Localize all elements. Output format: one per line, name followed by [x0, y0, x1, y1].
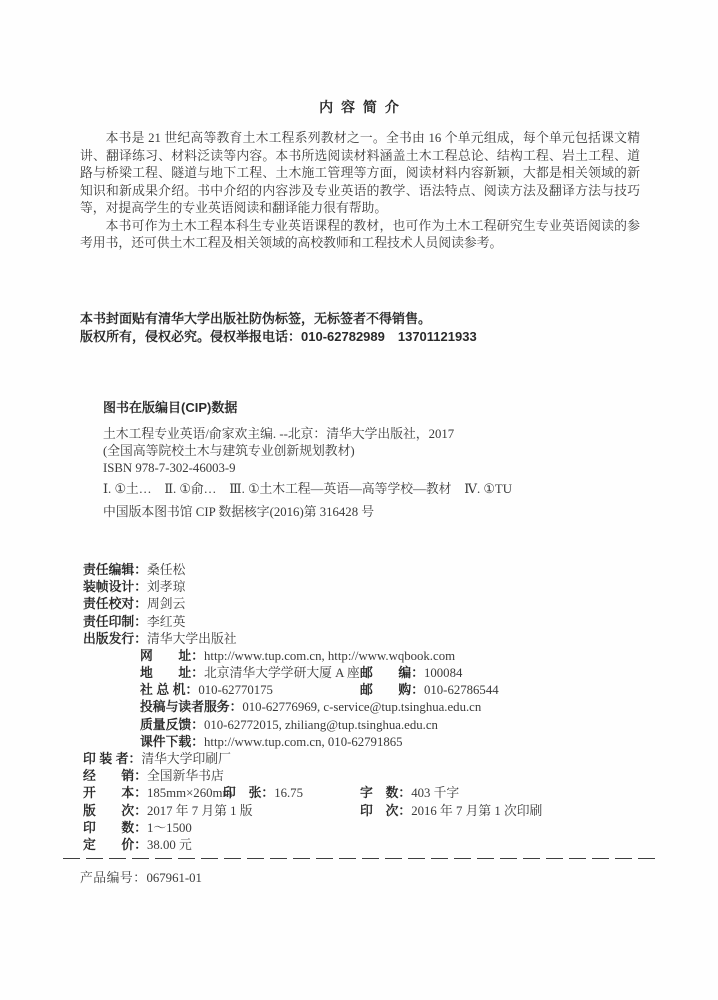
- colophon-value: 2016 年 7 月第 1 次印刷: [411, 803, 543, 818]
- colophon-label: 责任编辑：: [83, 561, 147, 577]
- colophon-value: 李红英: [146, 614, 186, 629]
- colophon-entry: [83, 786, 232, 800]
- colophon-value: 010-62786544: [423, 683, 499, 698]
- colophon-entry: [360, 681, 499, 699]
- colophon-value: 北京清华大学学研大厦 A 座: [203, 666, 360, 681]
- colophon-value: 185mm×260mm: [146, 786, 233, 801]
- colophon-row: [83, 630, 640, 647]
- colophon-label: 社 总 机：: [140, 682, 199, 698]
- cip-isbn: ISBN 978-7-302-46003-9: [103, 461, 236, 476]
- colophon-entry: [140, 666, 360, 680]
- colophon-entry: [83, 821, 192, 835]
- cip-classification: Ⅰ. ①土… Ⅱ. ①俞… Ⅲ. ①土木工程—英语—高等学校—教材 Ⅳ. ①TU: [103, 482, 512, 497]
- colophon-value: 010-62776969, c-service@tup.tsinghua.edu.cn: [242, 700, 482, 715]
- colophon-label: 地 址：: [140, 665, 204, 681]
- colophon-entry: [140, 735, 403, 749]
- colophon-row: [83, 664, 640, 681]
- colophon-label: 开 本：: [83, 785, 147, 801]
- colophon-row: [83, 698, 640, 715]
- colophon-label: 经 销：: [83, 768, 147, 784]
- colophon-row: [83, 716, 640, 733]
- colophon-entry: [83, 615, 185, 629]
- colophon-entry: [83, 769, 224, 783]
- colophon-label: 邮 购：: [360, 682, 424, 698]
- colophon-value: 周剑云: [146, 597, 186, 612]
- colophon-value: http://www.tup.com.cn, http://www.wqbook.com: [203, 648, 456, 663]
- colophon-value: 403 千字: [411, 786, 460, 801]
- colophon-entry: [140, 700, 481, 714]
- colophon-value: http://www.tup.com.cn, 010-62791865: [203, 734, 403, 749]
- colophon-value: 全国新华书店: [146, 769, 224, 784]
- colophon-row: [83, 836, 640, 853]
- colophon-value: 16.75: [274, 786, 303, 801]
- colophon-entry: [140, 649, 455, 663]
- anti-counterfeit-label-notice: 本书封面贴有清华大学出版社防伪标签，无标签者不得销售。: [80, 310, 432, 326]
- colophon-label: 定 价：: [83, 836, 147, 852]
- cip-title-line: 土木工程专业英语/俞家欢主编. --北京：清华大学出版社，2017: [103, 426, 455, 441]
- colophon-label: 印 装 者：: [83, 751, 142, 767]
- colophon-label: 字 数：: [360, 785, 412, 801]
- colophon-entry: [360, 802, 542, 820]
- cip-series-line: (全国高等院校土木与建筑专业创新规划教材): [103, 443, 355, 458]
- colophon-row: [83, 595, 640, 612]
- colophon-row: [83, 561, 640, 578]
- colophon-label: 印 数：: [83, 819, 147, 835]
- colophon-value: 010-62772015, zhiliang@tup.tsinghua.edu.cn: [203, 717, 438, 732]
- colophon-entry: [223, 784, 303, 802]
- colophon-entry: [360, 664, 462, 682]
- colophon-label: 印 张：: [223, 785, 275, 801]
- colophon-row: [83, 613, 640, 630]
- content-summary-paragraph-2: 本书可作为土木工程本科生专业英语课程的教材，也可作为土木工程研究生专业英语阅读的参考用书，还可供土木工程及相关领域的高校教师和工程技术人员阅读参考。: [80, 218, 640, 250]
- colophon-row: [83, 802, 640, 819]
- cip-data-section: [80, 397, 640, 521]
- colophon-row: [83, 681, 640, 698]
- cip-heading: 图书在版编目(CIP)数据: [103, 399, 238, 415]
- dashed-divider: [63, 858, 658, 860]
- content-summary-paragraph-1: 本书是 21 世纪高等教育土木工程系列教材之一。全书由 16 个单元组成，每个单元包括课文精讲、翻译练习、材料泛读等内容。本书所选阅读材料涵盖土木工程总论、结构工程、岩土工程、道路与桥梁工程、隧道与地下工程、土木施工管理等方面，阅读材料内容新颖，大都是相关领域的新知识和新成果介绍。书中介绍的内容涉及专业英语的教学、语法特点、阅读方法及翻译方法与技巧等，对提高学生的专业英语阅读和翻译能力很有帮助。: [80, 131, 640, 215]
- colophon-entry: [83, 838, 192, 852]
- colophon-label: 网 址：: [140, 647, 204, 663]
- content-summary-section: [80, 97, 640, 253]
- colophon-entry: [83, 563, 185, 577]
- colophon-entry: [83, 804, 253, 818]
- colophon-label: 投稿与读者服务：: [140, 699, 243, 715]
- colophon-value: 2017 年 7 月第 1 版: [146, 803, 253, 818]
- colophon-label: 质量反馈：: [140, 716, 204, 732]
- copyright-notice-section: [80, 310, 640, 347]
- product-number-value: 067961-01: [146, 871, 202, 886]
- colophon-row: [83, 767, 640, 784]
- colophon-label: 邮 编：: [360, 665, 424, 681]
- colophon-value: 清华大学印刷厂: [141, 752, 231, 767]
- colophon-row: [83, 647, 640, 664]
- colophon-label: 装帧设计：: [83, 579, 147, 595]
- colophon-row: [83, 784, 640, 801]
- colophon-entry: [140, 718, 438, 732]
- colophon-entry: [83, 752, 231, 766]
- product-number-label: 产品编号：: [80, 871, 147, 886]
- product-number-line: [80, 867, 640, 886]
- colophon-value: 38.00 元: [146, 837, 192, 852]
- publication-details-section: [83, 561, 640, 853]
- colophon-value: 桑任松: [146, 562, 186, 577]
- infringement-report-notice: 版权所有，侵权必究。侵权举报电话：010-62782989 13701121933: [80, 329, 477, 344]
- colophon-label: 责任校对：: [83, 596, 147, 612]
- colophon-value: 100084: [423, 666, 463, 681]
- colophon-label: 责任印制：: [83, 613, 147, 629]
- colophon-entry: [360, 784, 459, 802]
- content-summary-title: 内 容 简 介: [319, 99, 401, 115]
- colophon-entry: [83, 597, 185, 611]
- colophon-label: 印 次：: [360, 802, 412, 818]
- colophon-row: [83, 750, 640, 767]
- colophon-entry: [140, 683, 273, 697]
- colophon-label: 出版发行：: [83, 630, 147, 646]
- colophon-label: 课件下载：: [140, 733, 204, 749]
- colophon-value: 清华大学出版社: [146, 631, 237, 646]
- colophon-value: 010-62770175: [198, 683, 273, 698]
- colophon-row: [83, 578, 640, 595]
- colophon-entry: [83, 632, 237, 646]
- colophon-label: 版 次：: [83, 802, 147, 818]
- colophon-entry: [83, 580, 185, 594]
- colophon-row: [83, 733, 640, 750]
- colophon-row: [83, 819, 640, 836]
- colophon-value: 刘孝琼: [146, 580, 186, 595]
- colophon-value: 1～1500: [146, 820, 192, 835]
- cip-record-number: 中国版本图书馆 CIP 数据核字(2016)第 316428 号: [103, 504, 375, 519]
